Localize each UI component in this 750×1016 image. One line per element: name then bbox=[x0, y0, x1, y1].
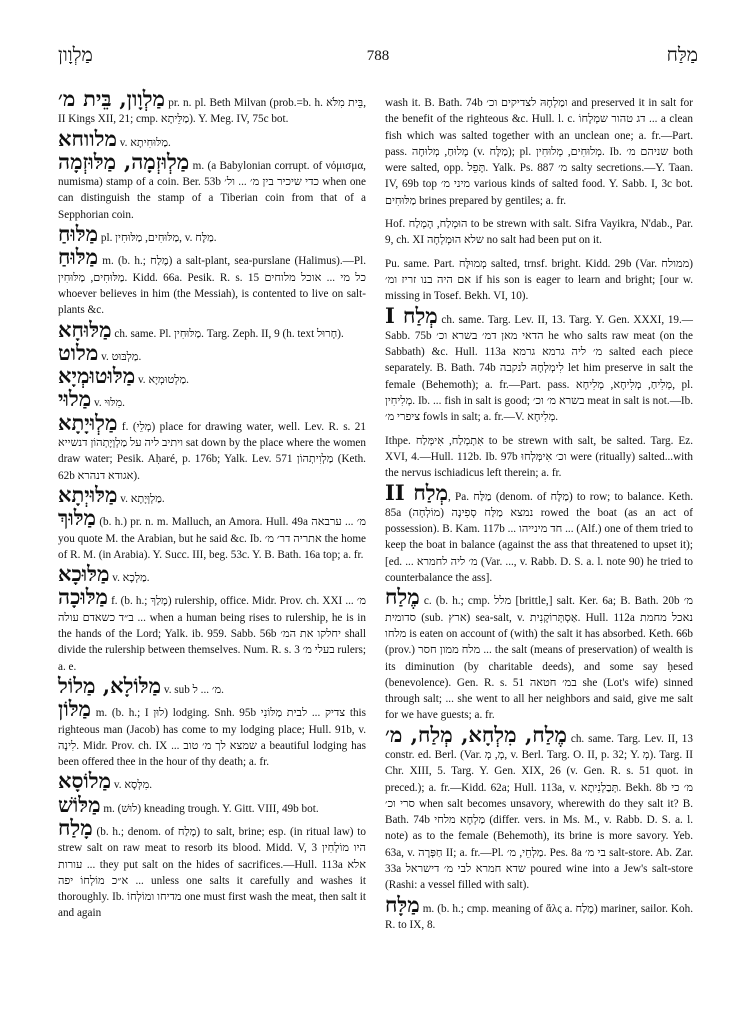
entry-text: v. sub מ׳ ... ל. bbox=[161, 683, 224, 696]
right-column bbox=[385, 88, 693, 933]
dictionary-entry bbox=[385, 426, 693, 482]
dictionary-entry bbox=[58, 563, 366, 586]
entry-text: pl. מַלּוּחִים, מַלּוּחִין, v. מַלָּח. bbox=[98, 232, 217, 245]
entry-text: v. מַלּוּחִיתָא. bbox=[116, 136, 171, 149]
entry-text: , Pa. מַלַּח (denom. of מַלָּח) to row; to balance. Keth. 85a (מוֹלְחָה) נמצא מַלַּח סְפִינָה rowed the boat (as an act of possession). B. Kam. 117b ... חד מינייהו ... (Alf.) one of them tried to keep the boat in balance (against the ass that threatened to upset it); [ed. ... מ׳ ליה לחמרא (Var. ..., v. Rabb. D. S. a. l. note 90) he tried to counterbalance the ass]. bbox=[385, 490, 694, 585]
entry-text: ch. same. Targ. Lev. II, 13. Targ. Y. Gen. XXXI, 19.—Sabb. 75b הדאי מאן דמ׳ בשרא וכ׳ he who salts raw meat (on the Sabbath) &c. Hull. 113a מ׳ ליה גרמא גרמא salted each piece separately. B. Bath. 74b לִימְלְחָהּ לנקבה let him preserve in salt the female (Behemoth); a. fr.—Part. pass. מְלִיחַ, מְלִיחָא, מְלִיחָא, pl. מְלִיחִין. Ib. ... fish in salt is good; בשרא מ׳ וכ׳ meat in salt is not.—Ib. ציפרי מ׳ fowls in salt; a. fr.—V. מְלִיחָא. bbox=[385, 313, 694, 424]
entry-headword: מָלַח bbox=[58, 814, 93, 840]
dictionary-entry bbox=[385, 891, 693, 934]
entry-headword: מַלּוּכָה bbox=[58, 584, 108, 610]
entry-headword: מְלַח II bbox=[385, 479, 449, 505]
dictionary-entry bbox=[58, 698, 366, 770]
entry-text: m. (a Babylonian corrupt. of νόμισμα, numisma) stamp of a coin. Ber. 53b כדי שיכיר בין מ׳ ... ול׳ when one can distinguish the stamp of a Tiberian coin from that of a Sepphorian coin. bbox=[58, 159, 366, 221]
dictionary-entry bbox=[58, 339, 366, 365]
entry-text: m. (b. h.; cmp. meaning of ἅλς a. מֶלַח) mariner, sailor. Koh. R. to IX, 8. bbox=[385, 902, 693, 931]
entry-headword: מַלּוּחַ bbox=[58, 244, 99, 270]
dictionary-entry bbox=[385, 209, 693, 249]
entry-headword: מֶלַח bbox=[385, 584, 420, 610]
entry-headword: מַלּוּטוּמְיָא bbox=[58, 363, 136, 389]
entry-text: (b. h.; denom. of מֶלַח) to salt, brine; esp. (in ritual law) to strew salt on raw meat to resorb its blood. Midd. V, 3 היו מוֹלְחִין עורות ... they put salt on the hides of sacrifices.—Hull. 113a אלא א״כ מוֹלְחוֹ יפה ... unless one salts it carefully and washes it thoroughly. Ib. מדיחו ומוֹלְחוֹ one must first wash the meat, then salt it and again bbox=[58, 825, 367, 920]
entry-text: f. (b. h.; מָלַךְ) rulership, office. Midr. Prov. ch. XXI ... מ׳ ... ב״ד כשאדם עולה when a human being rises to rulership, he is in the hands of the Lord; Yalk. ib. 959. Sabb. 56b יחלקו את המ׳ shall divide the rulership between themselves. Num. R. s. 3 בעלי מ׳ rulers; a. e. bbox=[58, 595, 367, 673]
dictionary-entry bbox=[385, 721, 694, 894]
header-right-catchword: מַלַּח bbox=[666, 44, 698, 66]
entry-text: Pu. same. Part. מְמוּלָּח salted, trnsf. bright. Kidd. 29b (Var. ממולח) אם היה בנו זריז ומ׳ if his son is eager to learn and bright; [our w. missing in Tosef. Bekh. VI, 10). bbox=[385, 257, 693, 303]
entry-text: v. מַלְוְּיָתָא. bbox=[117, 492, 165, 505]
dictionary-entry bbox=[385, 586, 693, 723]
entry-headword: מַלּוּחַ bbox=[58, 221, 99, 247]
dictionary-entry bbox=[58, 814, 367, 922]
left-column bbox=[58, 88, 366, 922]
entry-headword: מַלּוֹן bbox=[58, 696, 91, 722]
entry-headword: מַלּוֹשׁ bbox=[58, 791, 101, 817]
dictionary-entry bbox=[58, 148, 366, 223]
entry-text: m. (לוּשׁ) kneading trough. Y. Gitt. VIII, 49b bot. bbox=[100, 802, 319, 815]
entry-text: Ithpe. אִתְמְלַח, אִימְּלַח to be strewn with salt, be salted. Targ. Ez. XVI, 4.—Hull. 112b. Ib. 97b וכ׳ אִימְּלְחוּ were (ritually) salted...with the nervus ischiadicus left therein; a. fr. bbox=[385, 434, 693, 480]
entry-headword: מַלּוּכָא bbox=[58, 561, 110, 587]
dictionary-entry bbox=[385, 88, 693, 209]
entry-headword: מֶלַח, מִלְחָא, מְלַח, מ׳ bbox=[385, 721, 567, 747]
dictionary-entry bbox=[58, 791, 366, 817]
entry-text: f. (מְלֵי) place for drawing water, well. Lev. R. s. 21 ויתיב ליה על מַלְוְיָתְהוֹן דנשייא sat down by the place where the women draw water; Pesik. Aḥaré, p. 176b; Yalk. Lev. 571 מַלְוִיתְהוֹן (Keth. 62b אגודא דנהרא). bbox=[58, 420, 366, 482]
entry-headword: מלווחא bbox=[58, 125, 117, 151]
entry-text: ch. same. Pl. מַלּוּחִין. Targ. Zeph. II, 9 (h. text חָרוּל). bbox=[111, 327, 344, 340]
entry-text: (b. h.) pr. n. m. Malluch, an Amora. Hull. 49a מ׳ ... ערבאה you quote M. the Arabian, but he said &c. Ib. אתריה דר׳ מ׳ the home of R. M. (in Arabia). Y. Succ. III, beg. 53c. Y. B. Bath. 16a top; a. fr. bbox=[58, 516, 367, 561]
dictionary-entry bbox=[58, 125, 366, 151]
dictionary-entry bbox=[58, 481, 366, 507]
entry-text: c. (b. h.; cmp. מלל [brittle,] salt. Ker. 6a; B. Bath. 20b מ׳ סדומית (sub. ארץ) sea-salt, v. אַסְתְּרוֹקָנִית. Hull. 112a נאכל מחמת מלחו is eaten on account of (with) the salt it has absorbed. Keth. 66b (prov.) מלח ממון חסר ... the salt (means of preservation) of wealth is its diminution (by charitable deeds), and some say ḥesed (benevolence). Gen. R. s. 51 במ׳ חטאה she (Lot's wife) sinned through salt; ... she went to all her neighbors and said, give me salt for we have guests; a. fr. bbox=[385, 595, 694, 722]
entry-headword: מַלְוּזְמָה, מַלּוּזְמָה bbox=[58, 148, 190, 174]
dictionary-entry bbox=[58, 770, 366, 793]
entry-headword: מַלּוּךְ bbox=[58, 505, 96, 531]
dictionary-entry bbox=[385, 302, 694, 426]
dictionary-entry bbox=[58, 409, 366, 484]
dictionary-entry bbox=[58, 316, 366, 342]
dictionary-entry bbox=[58, 365, 366, 388]
entry-text: pr. n. pl. Beth Milvan (prob.=b. h. בֵּית מִלֹּא, II Kings XII, 21; cmp. מַלֵּיתָא). Y. Meg. IV, 75c bot. bbox=[58, 97, 366, 126]
entry-headword: מַלְוָון, בֵּית מ׳ bbox=[58, 86, 165, 111]
page-header bbox=[58, 44, 698, 74]
entry-text: v. מִלּוּי. bbox=[91, 397, 125, 410]
header-left-catchword: מַלְוָון bbox=[58, 44, 93, 66]
dictionary-entry bbox=[58, 88, 366, 128]
entry-text: Hof. הוּמְלַח, הָמְלַח to be strewn with salt. Sifra Vayikra, N'dab., Par. 9, ch. XI שלא הוּמְלְחָה no salt had been put on it. bbox=[385, 218, 693, 247]
dictionary-entry bbox=[58, 586, 366, 674]
dictionary-entry bbox=[58, 507, 366, 563]
dictionary-entry bbox=[58, 246, 366, 318]
entry-headword: מלוט bbox=[58, 339, 99, 365]
entry-text: ch. same. Targ. Lev. II, 13 constr. ed. Berl. (Var. מְ, מְ, v. Berl. Targ. O. II, p. 32; Y. מְ). Targ. II Chr. XIII, 5. Targ. Y. Gen. XIX, 26 (v. Gen. R. s. 51 quot. in preced.); a. fr.—Kidd. 62a; Hull. 113a, v. תְּבַלְנִיתָא. Bekh. 8b מ׳ כי סרי וכ׳ when salt becomes unsavory, wherewith do they salt it? B. Bath. 74b מַלְחָא מלחי (differ. vers. in Ms. M., v. Rabb. D. S. a. l. note) as to the female (Behemoth), its brine is more savory. Yeb. 63a, v. חַפְּרָה II; a. fr.—Pl. מַלְחֵי, מ׳. Pes. 8a בי מ׳ salt-store. Ab. Zar. 33a שדא חמרא לבי מ׳ דישראל poured wine into a Jew's salt-store (Rashi: a vessel filled with salt). bbox=[385, 732, 694, 892]
entry-text: v. מַלְטוּמְיָא. bbox=[135, 374, 189, 387]
dictionary-entry bbox=[58, 223, 366, 246]
dictionary-entry bbox=[385, 479, 694, 587]
entry-headword: מְלַח I bbox=[385, 302, 438, 328]
entry-headword: מַלָּח bbox=[385, 891, 420, 917]
dictionary-entry bbox=[385, 249, 693, 305]
entry-text: m. (b. h.; I לוּן) lodging. Snh. 95b צדיק ... לבית מַלּוֹנִי this righteous man (Jacob) has come to my lodging place; Hull. 91b, v. לִינָה. Midr. Prov. ch. IX ... שמצא לך מ׳ טוב a beautiful lodging has been offered thee in the hour of thy death; a. fr. bbox=[58, 707, 367, 769]
entry-headword: מַלוּי bbox=[58, 386, 92, 412]
entry-text: v. מַלְכָא. bbox=[109, 572, 150, 585]
entry-text: v. מִלְּסָא. bbox=[111, 779, 153, 792]
entry-headword: מַלּוּיְתָא bbox=[58, 481, 118, 507]
entry-text: m. (b. h.; מֶלַח) a salt-plant, sea-purslane (Halimus).—Pl. מַלּוּחִים, מַלּוּחִין. Kidd. 66a. Pesik. R. s. 15 כל מי ... אוכל מלוחים whoever believes in him (the Messiah), is contented to live on salt-plants &c. bbox=[58, 255, 366, 317]
entry-text: wash it. B. Bath. 74b ומַלְחָהּ לצדיקים וכ׳ and preserved it in salt for the benefit of the righteous &c. Hull. l. c. דג טהור שמְלָחוֹ ... a clean fish which was salted together with an unclean one; a. fr.—Part. pass. מָלוּחַ, מְלוּחָה (v. מַלָּח); pl. מְלוּחִים, מְלוּחִין. Ib. שניהם מ׳ both were salted, opp. תָּפֵל. Yalk. Ps. 887 מ׳ salty secretions.—Y. Taan. IV, 69b top מיני מ׳ various kinds of salted food. Y. Sabb. I, 3c bot. מַלּוּחִים brines prepared by gentiles; a. fr. bbox=[385, 97, 694, 207]
entry-headword: מַלוֹסָא bbox=[58, 768, 112, 794]
dictionary-entry bbox=[58, 388, 366, 411]
entry-text: v. מַלְבּוּט. bbox=[98, 350, 142, 363]
dictionary-entry bbox=[58, 672, 366, 698]
entry-headword: מַלְוּיָתָא bbox=[58, 409, 118, 435]
entry-headword: מַלּוּחָא bbox=[58, 316, 112, 342]
entry-headword: מַלּוֹלָא, מַלוֹל bbox=[58, 672, 162, 698]
page-number: 788 bbox=[366, 48, 390, 64]
